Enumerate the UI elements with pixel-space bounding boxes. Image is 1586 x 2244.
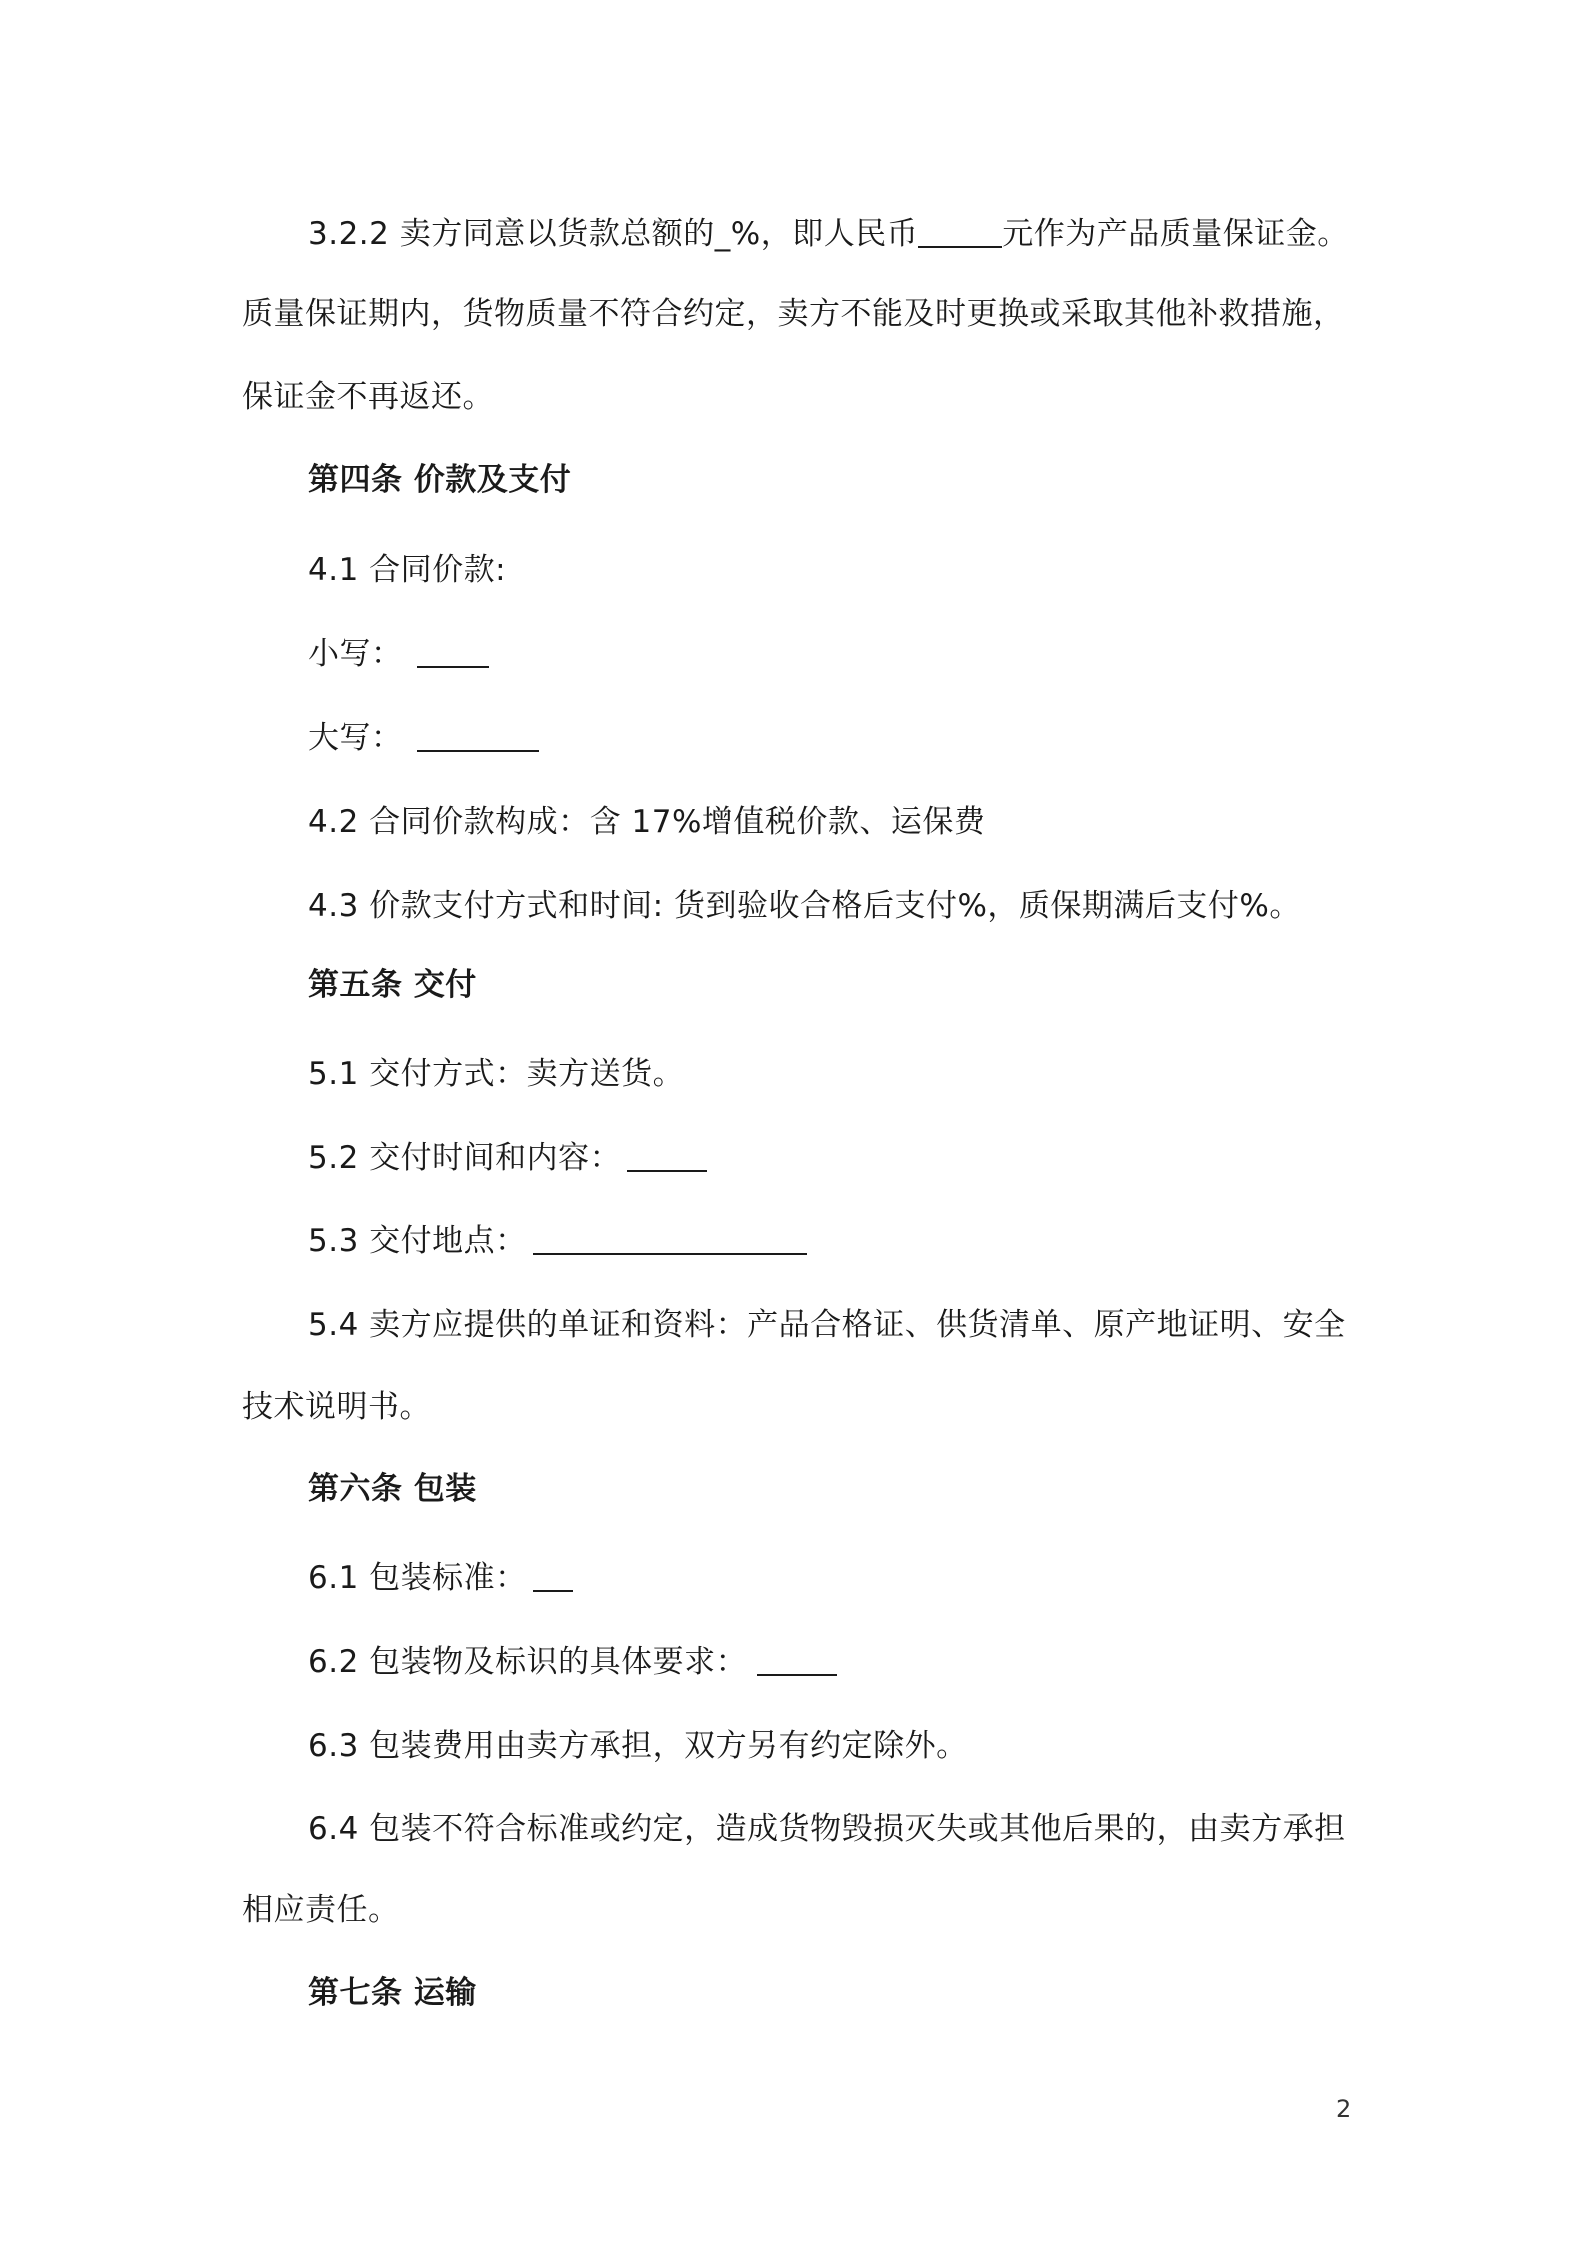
clause-3-2-2-text-a: 3.2.2 卖方同意以货款总额的: [308, 216, 715, 252]
clause-3-2-2-line-3: 保证金不再返还。: [242, 379, 494, 415]
delivery-place-blank: [533, 1223, 807, 1255]
clause-5-4-line-1: 5.4 卖方应提供的单证和资料：产品合格证、供货清单、原产地证明、安全: [308, 1307, 1346, 1343]
clause-4-1-lower: [308, 632, 489, 676]
article-6-heading: 第六条 包装: [308, 1471, 477, 1507]
delivery-time-blank: [627, 1140, 707, 1172]
lower-amount-label: 小写：: [308, 636, 403, 672]
clause-3-2-2-text-c: 元作为产品质量保证金。: [1002, 216, 1349, 252]
clause-6-4-line-2: 相应责任。: [242, 1892, 400, 1928]
lower-amount-blank: [417, 636, 489, 668]
article-7-heading: 第七条 运输: [308, 1975, 477, 2011]
article-5-heading: 第五条 交付: [308, 967, 477, 1003]
amount-blank: [918, 216, 1002, 248]
packaging-requirements-label: 6.2 包装物及标识的具体要求：: [308, 1644, 748, 1680]
upper-amount-blank: [417, 720, 539, 752]
clause-3-2-2-text-b: %，即人民币: [730, 216, 919, 252]
clause-4-2: 4.2 合同价款构成：含 17%增值税价款、运保费: [308, 804, 986, 840]
clause-4-3: 4.3 价款支付方式和时间: 货到验收合格后支付%，质保期满后支付%。: [308, 888, 1301, 924]
clause-5-1: 5.1 交付方式：卖方送货。: [308, 1056, 685, 1092]
clause-5-2: [308, 1136, 707, 1180]
clause-5-4-line-2: 技术说明书。: [242, 1389, 431, 1425]
clause-6-4-line-1: 6.4 包装不符合标准或约定，造成货物毁损灭失或其他后果的，由卖方承担: [308, 1811, 1346, 1847]
clause-4-1: 4.1 合同价款:: [308, 552, 507, 588]
packaging-requirements-blank: [757, 1644, 837, 1676]
page-number: 2: [1336, 2095, 1352, 2123]
packaging-standard-label: 6.1 包装标准：: [308, 1560, 527, 1596]
clause-3-2-2-line-2: 质量保证期内，货物质量不符合约定，卖方不能及时更换或采取其他补救措施，: [242, 296, 1345, 332]
clause-6-2: [308, 1640, 837, 1684]
clause-3-2-2-line-1: [308, 212, 1349, 256]
clause-6-1: [308, 1556, 573, 1600]
upper-amount-label: 大写：: [308, 720, 403, 756]
clause-4-1-upper: [308, 716, 539, 760]
packaging-standard-blank: [533, 1560, 573, 1592]
delivery-place-label: 5.3 交付地点：: [308, 1223, 527, 1259]
clause-5-3: [308, 1219, 807, 1263]
clause-3-2-2-blank-a: _: [714, 216, 731, 252]
clause-6-3: 6.3 包装费用由卖方承担，双方另有约定除外。: [308, 1728, 968, 1764]
article-4-heading: 第四条 价款及支付: [308, 462, 572, 498]
delivery-time-label: 5.2 交付时间和内容：: [308, 1140, 622, 1176]
